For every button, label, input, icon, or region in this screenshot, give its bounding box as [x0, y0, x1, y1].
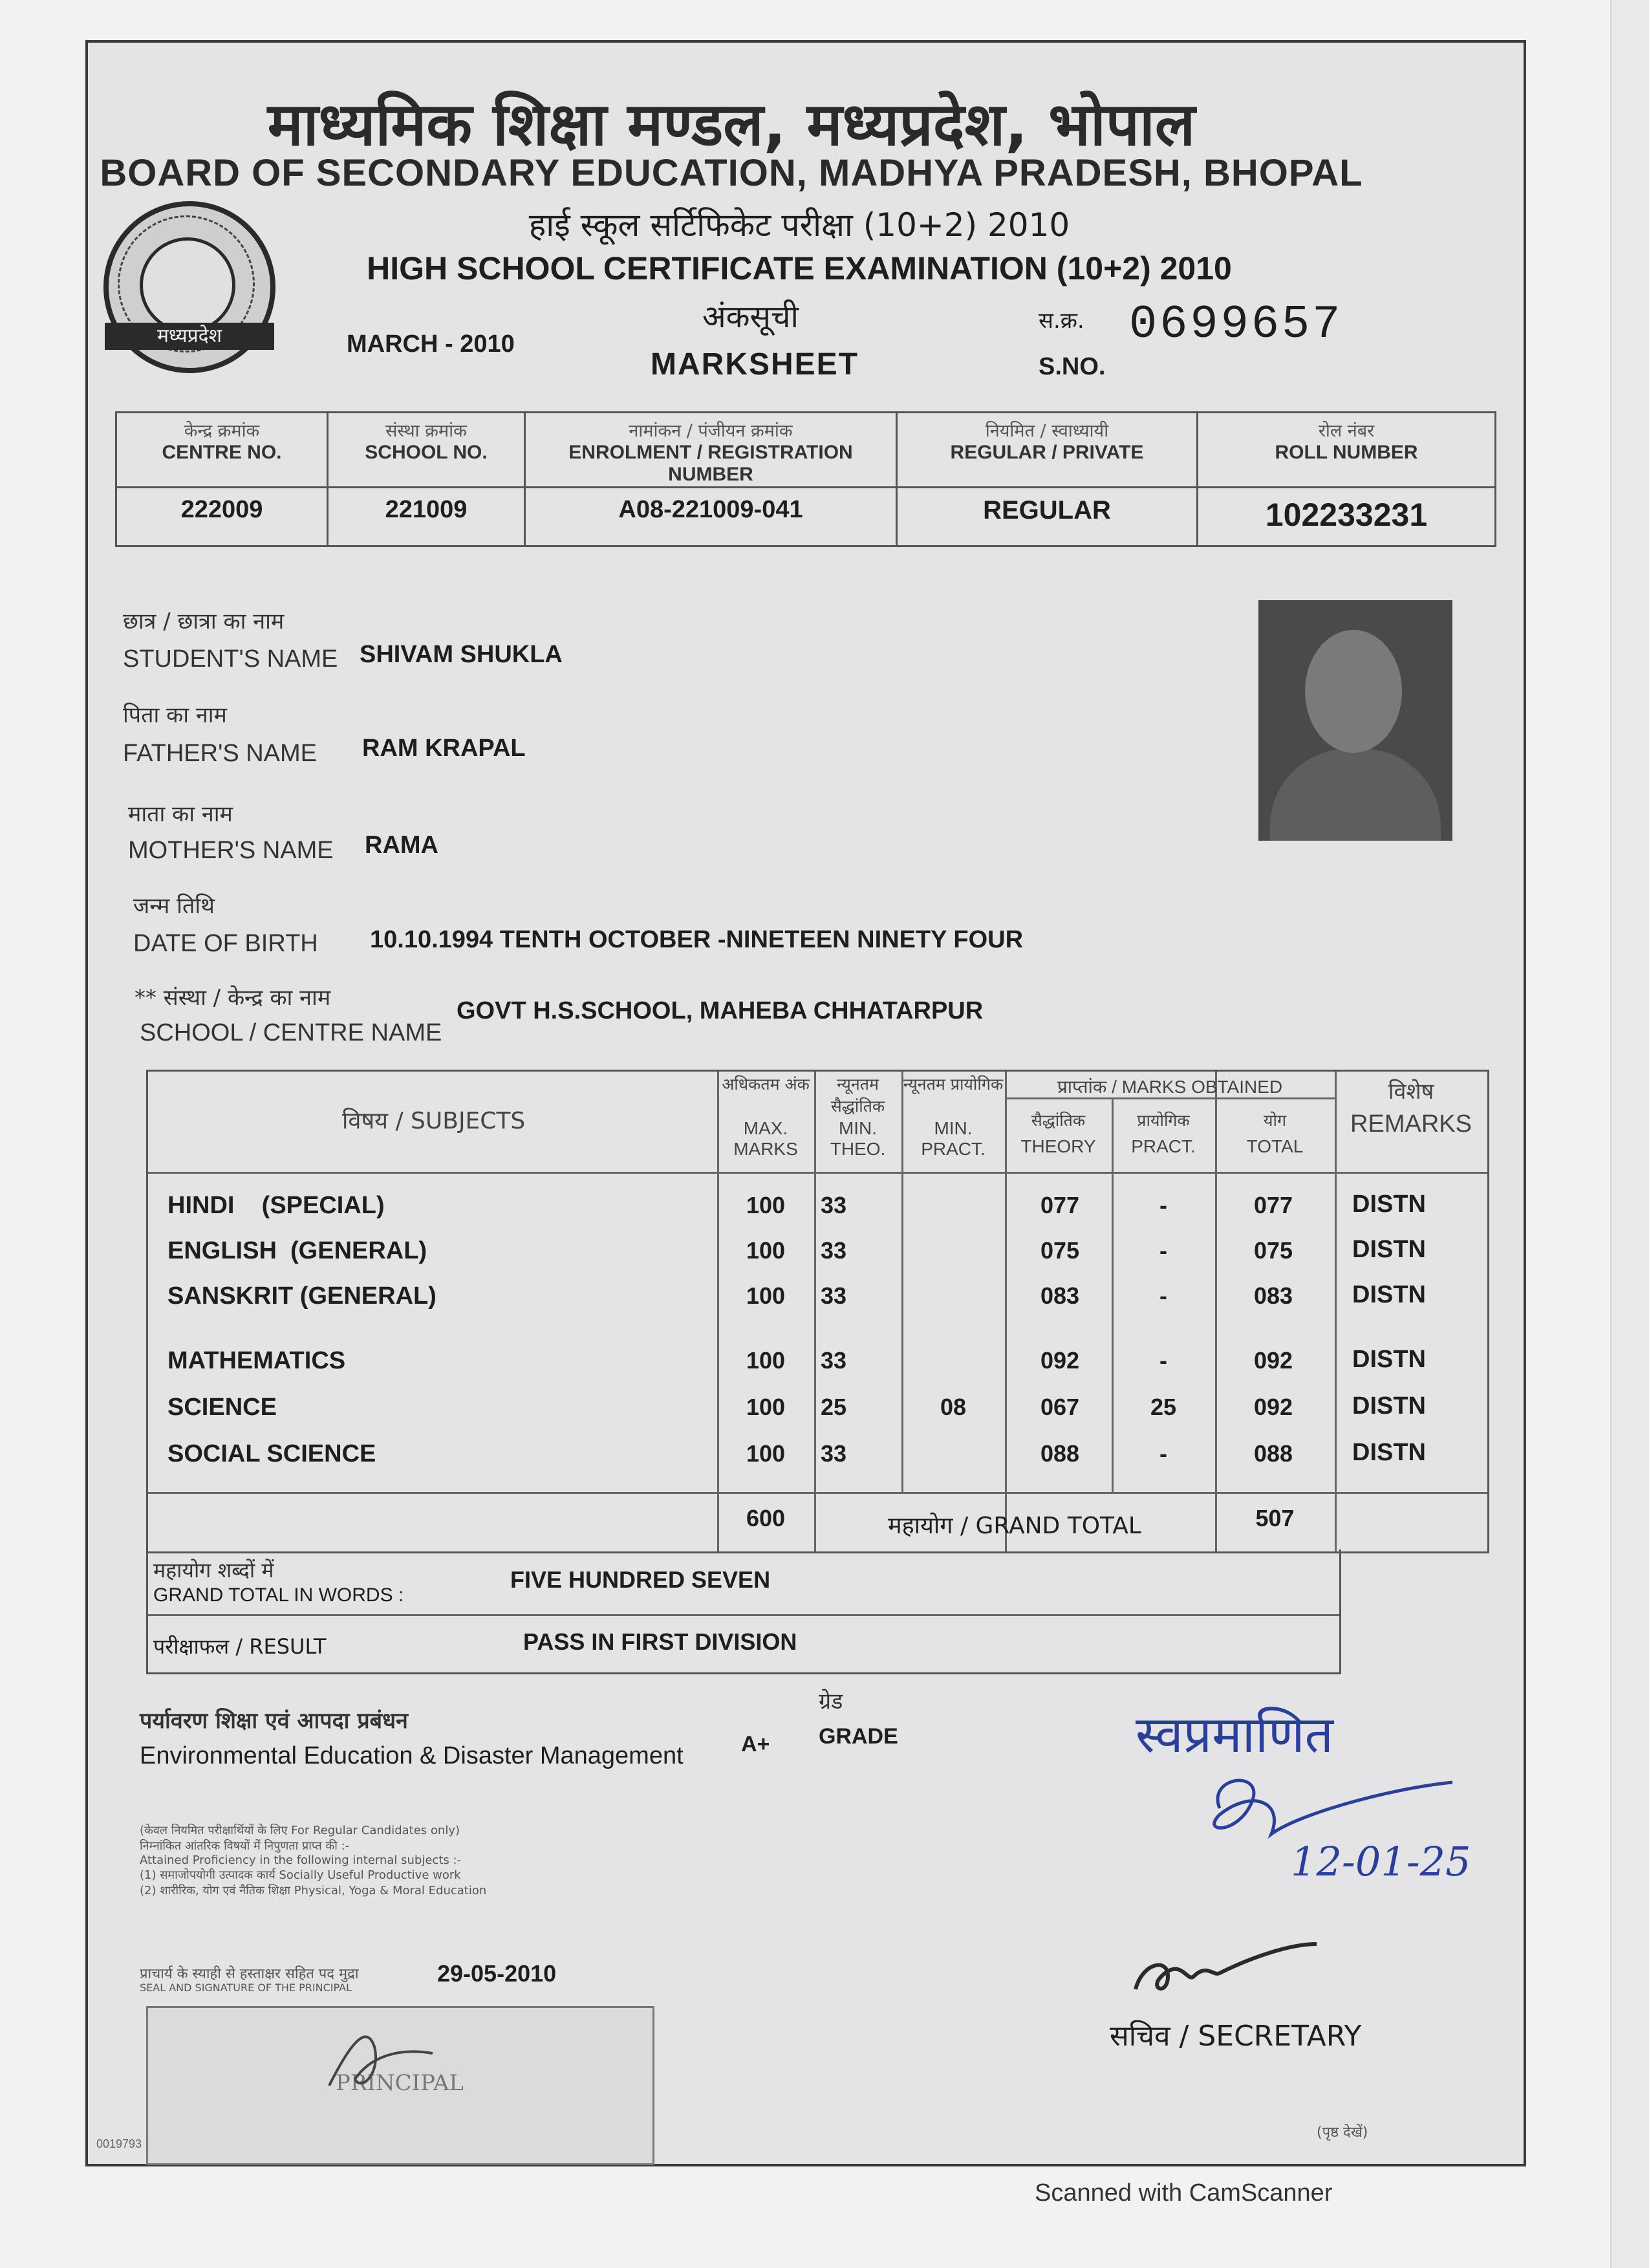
subject-name: HINDI (SPECIAL) [167, 1192, 385, 1219]
remarks-header-hindi: विशेष [1388, 1079, 1434, 1105]
self-attested-note: स्वप्रमाणित [1136, 1706, 1333, 1764]
regular-private-label-hindi: नियमित / स्वाध्यायी [985, 421, 1109, 441]
table-row [148, 1436, 1487, 1475]
seal-band: मध्यप्रदेश [105, 323, 274, 350]
mother-name-value: RAMA [365, 832, 438, 859]
pract-marks: - [1159, 1282, 1167, 1309]
total-marks: 083 [1253, 1282, 1293, 1309]
roll-number-value: 102233231 [1198, 488, 1496, 546]
school-no-label-hindi: संस्था क्रमांक [385, 421, 467, 441]
total-marks: 092 [1253, 1394, 1293, 1420]
min-theo: 25 [821, 1394, 847, 1420]
evs-label-hindi: पर्यावरण शिक्षा एवं आपदा प्रबंधन [140, 1708, 408, 1734]
max-marks-header: MAX. MARKS [733, 1118, 798, 1159]
school-no-label: SCHOOL NO. [365, 442, 488, 463]
board-title-english: BOARD OF SECONDARY EDUCATION, MADHYA PRADESH, BHOPAL [100, 152, 1363, 194]
principal-seal-label: SEAL AND SIGNATURE OF THE PRINCIPAL [140, 1982, 352, 1994]
totals-words-box [146, 1550, 1341, 1674]
grid-line [148, 1614, 1339, 1616]
theory-marks: 088 [1040, 1440, 1080, 1467]
marksheet-title-hindi: अंकसूची [702, 299, 799, 335]
exam-title-english: HIGH SCHOOL CERTIFICATE EXAMINATION (10+2) 2010 [367, 250, 1232, 286]
remarks: DISTN [1352, 1281, 1426, 1308]
theory-marks: 077 [1040, 1192, 1080, 1218]
mother-name-label-hindi: माता का नाम [128, 801, 233, 827]
proficiency-note [140, 1822, 486, 1898]
note-line: (2) शारीरिक, योग एवं नैतिक शिक्षा Physical, Yoga & Moral Education [140, 1884, 487, 1897]
grand-total-value: 507 [1255, 1505, 1295, 1531]
min-theo: 33 [821, 1440, 847, 1467]
max-marks: 100 [746, 1282, 786, 1309]
school-name-label: SCHOOL / CENTRE NAME [140, 1019, 442, 1046]
centre-no-value: 222009 [116, 488, 328, 546]
total-header-hindi: योग [1263, 1111, 1287, 1130]
roll-number-label: ROLL NUMBER [1275, 442, 1418, 463]
result-label: परीक्षाफल / RESULT [153, 1634, 327, 1659]
theory-marks: 067 [1040, 1394, 1080, 1420]
min-theo: 33 [821, 1192, 847, 1218]
enrolment-value: A08-221009-041 [525, 488, 897, 546]
candidate-info-table [115, 411, 1496, 547]
regular-private-value: REGULAR [897, 488, 1198, 546]
note-line: Attained Proficiency in the following internal subjects :- [140, 1853, 462, 1867]
regular-private-label: REGULAR / PRIVATE [950, 442, 1144, 463]
grand-total-label: महायोग / GRAND TOTAL [888, 1513, 1141, 1539]
subject-name: SOCIAL SCIENCE [167, 1440, 376, 1467]
subject-name: SCIENCE [167, 1394, 277, 1421]
enrolment-header [525, 413, 897, 488]
pract-marks: 25 [1150, 1394, 1177, 1420]
dob-label: DATE OF BIRTH [133, 930, 318, 957]
centre-no-header [116, 413, 328, 488]
serial-no-label: S.NO. [1039, 353, 1106, 380]
exam-title-hindi: हाई स्कूल सर्टिफिकेट परीक्षा (10+2) 2010 [528, 206, 1070, 244]
marks-table [146, 1070, 1489, 1553]
theory-marks: 092 [1040, 1347, 1080, 1374]
principal-stamp-box [96, 2006, 654, 2165]
principal-seal-label-hindi: प्राचार्य के स्याही से हस्ताक्षर सहित पद मुद्रा [140, 1966, 359, 1982]
total-marks: 088 [1253, 1440, 1293, 1467]
max-marks: 100 [746, 1440, 786, 1467]
box-code: 0019793 [96, 2137, 142, 2150]
min-theo: 33 [821, 1237, 847, 1264]
subjects-header: विषय / SUBJECTS [342, 1108, 526, 1134]
grand-total-words-value: FIVE HUNDRED SEVEN [510, 1566, 771, 1593]
paper-edge [1610, 0, 1649, 2268]
remarks: DISTN [1352, 1439, 1426, 1466]
min-theo: 33 [821, 1347, 847, 1374]
exam-month: MARCH - 2010 [347, 330, 515, 358]
max-marks: 100 [746, 1192, 786, 1218]
max-total: 600 [746, 1505, 786, 1531]
serial-no-label-hindi: स.क्र. [1039, 308, 1084, 334]
total-marks: 077 [1253, 1192, 1293, 1218]
max-marks: 100 [746, 1394, 786, 1420]
father-name-label-hindi: पिता का नाम [123, 702, 227, 728]
pract-header: PRACT. [1131, 1136, 1196, 1156]
max-marks: 100 [746, 1237, 786, 1264]
photo-body [1270, 749, 1441, 841]
issue-date: 29-05-2010 [437, 1960, 557, 1987]
student-photo [1258, 600, 1452, 841]
theory-marks: 083 [1040, 1282, 1080, 1309]
father-name-value: RAM KRAPAL [362, 735, 526, 762]
dob-label-hindi: जन्म तिथि [133, 893, 215, 919]
remarks-header: REMARKS [1350, 1110, 1472, 1138]
remarks: DISTN [1352, 1392, 1426, 1420]
table-row [148, 1343, 1487, 1382]
enrolment-label: ENROLMENT / REGISTRATION NUMBER [568, 442, 853, 485]
pract-marks: - [1159, 1237, 1167, 1264]
regular-private-header [897, 413, 1198, 488]
secretary-label: सचिव / SECRETARY [1110, 2020, 1362, 2053]
school-name-value: GOVT H.S.SCHOOL, MAHEBA CHHATARPUR [457, 997, 984, 1024]
min-pract-header: MIN. PRACT. [921, 1118, 986, 1159]
grand-total-words-label-hindi: महायोग शब्दों में [153, 1558, 274, 1582]
page-note: (पृष्ठ देखें) [1317, 2124, 1368, 2141]
subject-name: SANSKRIT (GENERAL) [167, 1282, 436, 1310]
roll-number-label-hindi: रोल नंबर [1318, 421, 1375, 441]
marks-obtained-header: प्राप्तांक / MARKS OBTAINED [1057, 1077, 1283, 1097]
subject-rows [148, 1188, 1487, 1492]
student-name-value: SHIVAM SHUKLA [360, 641, 563, 668]
min-theo: 33 [821, 1282, 847, 1309]
max-marks-header-hindi: अधिकतम अंक [722, 1075, 810, 1094]
remarks: DISTN [1352, 1191, 1426, 1218]
total-marks: 075 [1253, 1237, 1293, 1264]
school-no-value: 221009 [328, 488, 525, 546]
subject-name: ENGLISH (GENERAL) [167, 1237, 427, 1264]
theory-header: THEORY [1020, 1136, 1096, 1156]
camscanner-watermark: Scanned with CamScanner [1035, 2179, 1333, 2207]
secretary-signature [1123, 1918, 1330, 2009]
theory-header-hindi: सैद्धांतिक [1031, 1111, 1086, 1130]
min-pract: 08 [940, 1394, 967, 1420]
marksheet [85, 40, 1526, 2166]
evs-grade-value: A+ [741, 1732, 770, 1756]
pract-header-hindi: प्रायोगिक [1137, 1111, 1190, 1130]
serial-no-value: 0699657 [1129, 298, 1343, 351]
pract-marks: - [1159, 1347, 1167, 1374]
min-pract-header-hindi: न्यूनतम प्रायोगिक [903, 1075, 1004, 1094]
grid-line [148, 1492, 1487, 1494]
enrolment-label-hindi: नामांकन / पंजीयन क्रमांक [629, 421, 793, 441]
table-row [148, 1233, 1487, 1272]
student-name-label: STUDENT'S NAME [123, 645, 338, 673]
grid-line [148, 1172, 1487, 1174]
remarks: DISTN [1352, 1236, 1426, 1263]
board-title-hindi: माध्यमिक शिक्षा मण्डल, मध्यप्रदेश, भोपाल [267, 90, 1196, 159]
table-row [148, 1279, 1487, 1317]
total-header: TOTAL [1246, 1136, 1304, 1156]
pract-marks: - [1159, 1192, 1167, 1218]
centre-no-label-hindi: केन्द्र क्रमांक [184, 421, 260, 441]
pract-marks: - [1159, 1440, 1167, 1467]
grade-label-hindi: ग्रेड [819, 1689, 843, 1714]
centre-no-label: CENTRE NO. [162, 442, 282, 463]
theory-marks: 075 [1040, 1237, 1080, 1264]
grade-label: GRADE [819, 1724, 898, 1749]
dob-value: 10.10.1994 TENTH OCTOBER -NINETEEN NINETY FOUR [370, 926, 1024, 953]
total-marks: 092 [1253, 1347, 1293, 1374]
note-line: निम्नांकित आंतरिक विषयों में निपुणता प्राप्त की :- [140, 1839, 350, 1853]
table-row [148, 1188, 1487, 1227]
subject-name: MATHEMATICS [167, 1347, 346, 1374]
principal-stamp-text: PRINCIPAL [336, 2070, 464, 2096]
remarks: DISTN [1352, 1346, 1426, 1373]
table-row [148, 1390, 1487, 1429]
attestation-date: 12-01-25 [1291, 1838, 1471, 1885]
father-name-label: FATHER'S NAME [123, 740, 318, 767]
evs-label: Environmental Education & Disaster Management [140, 1742, 684, 1769]
result-value: PASS IN FIRST DIVISION [523, 1628, 797, 1655]
note-line: (केवल नियमित परीक्षार्थियों के लिए For Regular Candidates only) [140, 1824, 460, 1837]
note-line: (1) समाजोपयोगी उत्पादक कार्य Socially Useful Productive work [140, 1868, 461, 1882]
principal-signature [316, 2021, 446, 2099]
school-no-header [328, 413, 525, 488]
min-theo-header: MIN. THEO. [830, 1118, 886, 1159]
max-marks: 100 [746, 1347, 786, 1374]
grand-total-words-label: GRAND TOTAL IN WORDS : [153, 1584, 404, 1606]
roll-number-header [1198, 413, 1496, 488]
student-name-label-hindi: छात्र / छात्रा का नाम [123, 609, 285, 634]
mother-name-label: MOTHER'S NAME [128, 837, 334, 864]
school-name-label-hindi: ** संस्था / केन्द्र का नाम [135, 985, 331, 1011]
photo-face [1305, 630, 1402, 753]
marksheet-title-english: MARKSHEET [651, 347, 859, 382]
min-theo-header-hindi: न्यूनतम सैद्धांतिक [830, 1075, 885, 1116]
